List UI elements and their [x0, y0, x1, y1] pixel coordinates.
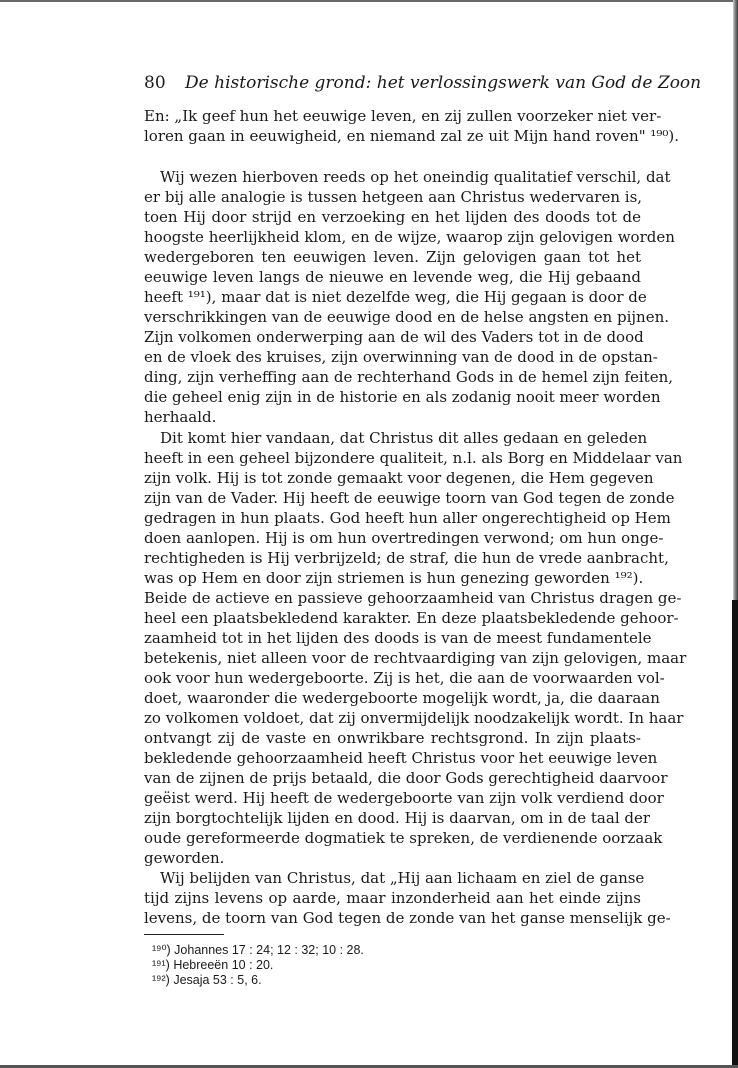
- text-line: toen Hij door strijd en verzoeking en het lijden des doods tot de: [144, 208, 641, 226]
- text-line: geworden.: [144, 849, 225, 867]
- text-line: heel een plaatsbekledend karakter. En deze plaatsbekledende gehoor-: [144, 609, 679, 627]
- text-line: Wij wezen hierboven reeds op het oneindig qualitatief verschil, dat: [160, 168, 671, 186]
- text-line: en de vloek des kruises, zijn overwinning van de dood in de opstan-: [144, 348, 658, 366]
- text-line: oude gereformeerde dogmatiek te spreken, de verdienende oorzaak: [144, 829, 663, 847]
- text-line: heeft in een geheel bijzondere qualiteit, n.l. als Borg en Middelaar van: [144, 449, 683, 467]
- page-right-shadow: [732, 600, 738, 1068]
- running-header: [144, 73, 702, 93]
- text-line: loren gaan in eeuwigheid, en niemand zal ze uit Mijn hand roven" ¹⁹⁰).: [144, 127, 680, 145]
- text-line: gedragen in hun plaats. God heeft hun aller ongerechtigheid op Hem: [144, 509, 671, 527]
- text-line: er bij alle analogie is tussen hetgeen aan Christus wedervaren is,: [144, 188, 643, 206]
- page-top-edge: [0, 0, 738, 2]
- text-line: zijn borgtochtelijk lijden en dood. Hij is daarvan, om in de taal der: [144, 809, 651, 827]
- footnote: ¹⁹²) Jesaja 53 : 5, 6.: [152, 973, 262, 987]
- text-line: herhaald.: [144, 408, 217, 426]
- footnote-rule: [144, 934, 224, 935]
- text-line: verschrikkingen van de eeuwige dood en de helse angsten en pijnen.: [144, 308, 670, 326]
- text-line: ook voor hun wedergeboorte. Zij is het, die aan de voorwaarden vol-: [144, 669, 665, 687]
- text-line: levens, de toorn van God tegen de zonde van het ganse menselijk ge-: [144, 909, 671, 927]
- text-line: zo volkomen voldoet, dat zij onvermijdelijk noodzakelijk wordt. In haar: [144, 709, 684, 727]
- text-line: zijn volk. Hij is tot zonde gemaakt voor degenen, die Hem gegeven: [144, 469, 654, 487]
- text-line: Zijn volkomen onderwerping aan de wil des Vaders tot in de dood: [144, 328, 644, 346]
- text-line: Dit komt hier vandaan, dat Christus dit alles gedaan en geleden: [160, 429, 648, 447]
- text-line: heeft ¹⁹¹), maar dat is niet dezelfde weg, die Hij gegaan is door de: [144, 288, 647, 306]
- text-line: zijn van de Vader. Hij heeft de eeuwige toorn van God tegen de zonde: [144, 489, 675, 507]
- text-line: En: „Ik geef hun het eeuwige leven, en zij zullen voorzeker niet ver-: [144, 107, 662, 125]
- text-line: die geheel enig zijn in de historie en als zodanig nooit meer worden: [144, 388, 661, 406]
- footnote: ¹⁹¹) Hebreeën 10 : 20.: [152, 958, 274, 972]
- text-line: wedergeboren ten eeuwigen leven. Zijn gelovigen gaan tot het: [144, 248, 641, 266]
- text-line: hoogste heerlijkheid klom, en de wijze, waarop zijn gelovigen worden: [144, 228, 675, 246]
- text-line: betekenis, niet alleen voor de rechtvaardiging van zijn gelovigen, maar: [144, 649, 687, 667]
- text-line: ontvangt zij de vaste en onwrikbare rechtsgrond. In zijn plaats-: [144, 729, 641, 747]
- text-line: doen aanlopen. Hij is om hun overtredingen verwond; om hun onge-: [144, 529, 664, 547]
- text-line: Wij belijden van Christus, dat „Hij aan lichaam en ziel de ganse: [160, 869, 645, 887]
- text-line: eeuwige leven langs de nieuwe en levende weg, die Hij gebaand: [144, 268, 641, 286]
- text-line: was op Hem en door zijn striemen is hun genezing geworden ¹⁹²).: [144, 569, 644, 587]
- text-line: bekledende gehoorzaamheid heeft Christus voor het eeuwige leven: [144, 749, 658, 767]
- text-line: geëist werd. Hij heeft de wedergeboorte van zijn volk verdiend door: [144, 789, 664, 807]
- text-line: doet, waaronder die wedergeboorte mogelijk wordt, ja, die daaraan: [144, 689, 660, 707]
- text-line: van de zijnen de prijs betaald, die door Gods gerechtigheid daarvoor: [144, 769, 668, 787]
- page-number: 80: [144, 73, 166, 93]
- running-title: De historische grond: het verlossingswerk van God de Zoon: [185, 73, 702, 93]
- text-line: tijd zijns levens op aarde, maar inzonderheid aan het einde zijns: [144, 889, 641, 907]
- text-line: rechtigheden is Hij verbrijzeld; de straf, die hun de vrede aanbracht,: [144, 549, 669, 567]
- text-line: Beide de actieve en passieve gehoorzaamheid van Christus dragen ge-: [144, 589, 682, 607]
- footnote: ¹⁹⁰) Johannes 17 : 24; 12 : 32; 10 : 28.: [152, 943, 364, 957]
- text-line: ding, zijn verheffing aan de rechterhand Gods in de hemel zijn feiten,: [144, 368, 673, 386]
- text-line: zaamheid tot in het lijden des doods is van de meest fundamentele: [144, 629, 652, 647]
